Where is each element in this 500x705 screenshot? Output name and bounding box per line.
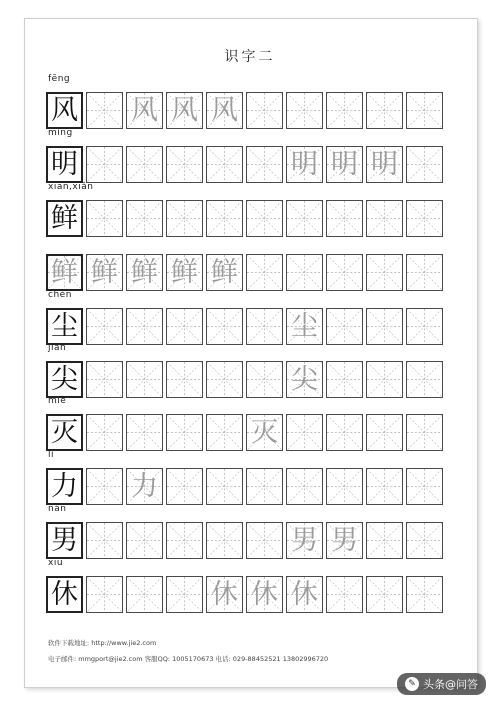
tracing-box bbox=[86, 308, 123, 345]
tracing-box bbox=[166, 522, 203, 559]
model-character-box bbox=[46, 146, 83, 183]
pinyin-label: lì bbox=[48, 450, 55, 460]
character-glyph: 风 bbox=[211, 95, 238, 126]
tracing-box bbox=[366, 361, 403, 398]
tracing-box bbox=[286, 146, 323, 183]
character-glyph bbox=[407, 469, 442, 504]
tracing-box bbox=[206, 414, 243, 451]
character-glyph bbox=[207, 415, 242, 450]
tracing-box bbox=[166, 254, 203, 291]
character-glyph: 灭 bbox=[51, 417, 78, 448]
character-glyph: 风 bbox=[51, 95, 78, 126]
character-glyph bbox=[247, 362, 282, 397]
model-character-box bbox=[46, 414, 83, 451]
character-glyph bbox=[87, 469, 122, 504]
tracing-box bbox=[286, 254, 323, 291]
character-glyph bbox=[127, 415, 162, 450]
tracing-box bbox=[206, 522, 243, 559]
practice-row bbox=[46, 414, 443, 451]
character-glyph bbox=[407, 415, 442, 450]
character-glyph bbox=[207, 523, 242, 558]
character-glyph bbox=[407, 362, 442, 397]
tracing-box bbox=[206, 576, 243, 613]
tracing-box bbox=[126, 576, 163, 613]
character-glyph bbox=[167, 201, 202, 236]
character-glyph bbox=[327, 201, 362, 236]
tracing-box bbox=[246, 361, 283, 398]
pinyin-label: xiū bbox=[48, 558, 64, 568]
character-glyph bbox=[127, 362, 162, 397]
practice-row bbox=[46, 361, 443, 398]
pinyin-label: miè bbox=[48, 396, 67, 406]
tracing-box bbox=[246, 522, 283, 559]
character-glyph bbox=[407, 255, 442, 290]
tracing-box bbox=[406, 254, 443, 291]
character-glyph bbox=[407, 147, 442, 182]
tracing-box bbox=[406, 522, 443, 559]
tracing-box bbox=[406, 468, 443, 505]
character-glyph: 鲜 bbox=[51, 203, 78, 234]
character-glyph bbox=[327, 93, 362, 128]
character-glyph bbox=[327, 577, 362, 612]
character-glyph bbox=[167, 469, 202, 504]
model-character-box bbox=[46, 200, 83, 237]
character-glyph bbox=[407, 93, 442, 128]
tracing-box bbox=[406, 361, 443, 398]
character-glyph bbox=[407, 309, 442, 344]
tracing-box bbox=[406, 414, 443, 451]
tracing-box bbox=[126, 361, 163, 398]
tracing-box bbox=[366, 254, 403, 291]
character-glyph bbox=[207, 362, 242, 397]
character-glyph bbox=[247, 255, 282, 290]
tracing-box bbox=[406, 92, 443, 129]
tracing-box bbox=[326, 414, 363, 451]
model-character-box bbox=[46, 254, 83, 291]
character-glyph: 明 bbox=[291, 149, 318, 180]
tracing-box bbox=[246, 146, 283, 183]
character-glyph bbox=[167, 577, 202, 612]
character-glyph bbox=[87, 362, 122, 397]
character-glyph bbox=[87, 93, 122, 128]
tracing-box bbox=[366, 92, 403, 129]
character-glyph: 男 bbox=[51, 525, 78, 556]
character-glyph bbox=[287, 255, 322, 290]
character-glyph bbox=[367, 469, 402, 504]
pinyin-label: nán bbox=[48, 504, 67, 514]
tracing-box bbox=[126, 414, 163, 451]
tracing-box bbox=[246, 200, 283, 237]
tracing-box bbox=[86, 468, 123, 505]
model-character-box bbox=[46, 308, 83, 345]
tracing-box bbox=[246, 576, 283, 613]
character-glyph: 鲜 bbox=[51, 257, 78, 288]
tracing-box bbox=[206, 308, 243, 345]
practice-row bbox=[46, 576, 443, 613]
character-glyph: 力 bbox=[131, 471, 158, 502]
character-glyph bbox=[327, 255, 362, 290]
pinyin-label: jiān bbox=[48, 343, 67, 353]
character-glyph bbox=[167, 309, 202, 344]
tracing-box bbox=[166, 308, 203, 345]
character-glyph bbox=[87, 415, 122, 450]
character-glyph bbox=[367, 362, 402, 397]
character-glyph: 尘 bbox=[51, 311, 78, 342]
character-glyph bbox=[247, 201, 282, 236]
character-glyph: 鲜 bbox=[171, 257, 198, 288]
character-glyph bbox=[367, 523, 402, 558]
practice-row bbox=[46, 200, 443, 237]
tracing-box bbox=[366, 522, 403, 559]
character-glyph: 力 bbox=[51, 471, 78, 502]
character-glyph bbox=[87, 309, 122, 344]
tracing-box bbox=[326, 92, 363, 129]
tracing-box bbox=[126, 200, 163, 237]
character-glyph bbox=[167, 147, 202, 182]
character-glyph bbox=[167, 362, 202, 397]
tracing-box bbox=[286, 468, 323, 505]
character-glyph bbox=[127, 577, 162, 612]
tracing-box bbox=[126, 308, 163, 345]
pinyin-label: fēng bbox=[48, 74, 71, 84]
watermark-logo-icon: ✎ bbox=[405, 677, 419, 691]
tracing-box bbox=[366, 308, 403, 345]
character-glyph: 鲜 bbox=[131, 257, 158, 288]
character-glyph: 风 bbox=[131, 95, 158, 126]
tracing-box bbox=[86, 576, 123, 613]
watermark-badge bbox=[397, 673, 486, 695]
character-glyph: 男 bbox=[291, 525, 318, 556]
character-glyph bbox=[287, 415, 322, 450]
character-glyph: 尖 bbox=[51, 364, 78, 395]
tracing-box bbox=[246, 468, 283, 505]
tracing-box bbox=[206, 92, 243, 129]
tracing-box bbox=[286, 308, 323, 345]
tracing-box bbox=[246, 308, 283, 345]
character-glyph: 尘 bbox=[291, 311, 318, 342]
character-glyph bbox=[247, 309, 282, 344]
tracing-box bbox=[366, 146, 403, 183]
tracing-box bbox=[86, 414, 123, 451]
tracing-box bbox=[126, 254, 163, 291]
character-glyph bbox=[367, 255, 402, 290]
tracing-box bbox=[326, 308, 363, 345]
footer-contact-line: 电子邮件: mmgport@jie2.com 客服QQ: 1005170673 电话: 029-88452521 13802996720 bbox=[48, 655, 329, 663]
character-glyph bbox=[127, 523, 162, 558]
character-glyph bbox=[367, 577, 402, 612]
practice-row bbox=[46, 468, 443, 505]
tracing-box bbox=[86, 92, 123, 129]
character-glyph bbox=[207, 309, 242, 344]
character-glyph bbox=[407, 523, 442, 558]
tracing-box bbox=[166, 576, 203, 613]
practice-row bbox=[46, 308, 443, 345]
character-glyph bbox=[87, 201, 122, 236]
tracing-box bbox=[326, 254, 363, 291]
tracing-box bbox=[326, 522, 363, 559]
character-glyph bbox=[327, 362, 362, 397]
tracing-box bbox=[206, 361, 243, 398]
tracing-box bbox=[86, 522, 123, 559]
model-character-box bbox=[46, 468, 83, 505]
character-glyph: 鲜 bbox=[211, 257, 238, 288]
footer-download-line: 软件下载地址: http://www.jie2.com bbox=[48, 639, 157, 647]
practice-row bbox=[46, 254, 443, 291]
character-glyph bbox=[207, 469, 242, 504]
practice-row bbox=[46, 146, 443, 183]
character-glyph bbox=[407, 577, 442, 612]
character-glyph bbox=[247, 469, 282, 504]
pinyin-label: xiān,xiǎn bbox=[48, 182, 94, 192]
practice-row bbox=[46, 92, 443, 129]
tracing-box bbox=[86, 146, 123, 183]
character-glyph bbox=[87, 147, 122, 182]
page-title: 识字二 bbox=[224, 49, 276, 65]
tracing-box bbox=[166, 146, 203, 183]
character-glyph: 休 bbox=[51, 579, 78, 610]
model-character-box bbox=[46, 576, 83, 613]
practice-row bbox=[46, 522, 443, 559]
watermark-text: 头条@问答 bbox=[423, 678, 478, 691]
character-glyph: 休 bbox=[211, 579, 238, 610]
tracing-box bbox=[126, 146, 163, 183]
character-glyph: 风 bbox=[171, 95, 198, 126]
character-glyph bbox=[367, 201, 402, 236]
tracing-box bbox=[206, 468, 243, 505]
tracing-box bbox=[286, 414, 323, 451]
character-glyph bbox=[87, 577, 122, 612]
character-glyph: 明 bbox=[51, 149, 78, 180]
tracing-box bbox=[166, 468, 203, 505]
tracing-box bbox=[166, 414, 203, 451]
tracing-box bbox=[326, 361, 363, 398]
tracing-box bbox=[366, 414, 403, 451]
character-glyph: 尖 bbox=[291, 364, 318, 395]
pinyin-label: míng bbox=[48, 128, 73, 138]
character-glyph bbox=[287, 469, 322, 504]
tracing-box bbox=[326, 146, 363, 183]
tracing-box bbox=[326, 576, 363, 613]
character-glyph bbox=[367, 309, 402, 344]
tracing-box bbox=[286, 576, 323, 613]
tracing-box bbox=[86, 200, 123, 237]
character-glyph bbox=[127, 147, 162, 182]
model-character-box bbox=[46, 361, 83, 398]
character-glyph: 明 bbox=[371, 149, 398, 180]
character-glyph: 明 bbox=[331, 149, 358, 180]
character-glyph bbox=[247, 523, 282, 558]
character-glyph bbox=[167, 523, 202, 558]
character-glyph bbox=[367, 415, 402, 450]
tracing-box bbox=[406, 576, 443, 613]
character-glyph bbox=[87, 523, 122, 558]
character-glyph bbox=[207, 201, 242, 236]
model-character-box bbox=[46, 92, 83, 129]
character-glyph bbox=[287, 201, 322, 236]
model-character-box bbox=[46, 522, 83, 559]
tracing-box bbox=[126, 468, 163, 505]
character-glyph bbox=[247, 147, 282, 182]
tracing-box bbox=[246, 92, 283, 129]
character-glyph bbox=[207, 147, 242, 182]
tracing-box bbox=[246, 254, 283, 291]
tracing-box bbox=[86, 254, 123, 291]
tracing-box bbox=[166, 92, 203, 129]
tracing-box bbox=[206, 254, 243, 291]
tracing-box bbox=[326, 468, 363, 505]
character-glyph bbox=[287, 93, 322, 128]
character-glyph bbox=[247, 93, 282, 128]
tracing-box bbox=[366, 200, 403, 237]
tracing-box bbox=[326, 200, 363, 237]
tracing-box bbox=[406, 146, 443, 183]
tracing-box bbox=[166, 200, 203, 237]
tracing-box bbox=[206, 146, 243, 183]
character-glyph bbox=[327, 469, 362, 504]
character-glyph: 休 bbox=[291, 579, 318, 610]
tracing-box bbox=[166, 361, 203, 398]
tracing-box bbox=[286, 522, 323, 559]
character-glyph: 休 bbox=[251, 579, 278, 610]
tracing-box bbox=[286, 200, 323, 237]
character-glyph: 男 bbox=[331, 525, 358, 556]
tracing-box bbox=[366, 576, 403, 613]
tracing-box bbox=[126, 522, 163, 559]
character-glyph bbox=[367, 93, 402, 128]
tracing-box bbox=[86, 361, 123, 398]
tracing-box bbox=[246, 414, 283, 451]
character-glyph bbox=[327, 415, 362, 450]
tracing-box bbox=[366, 468, 403, 505]
character-glyph bbox=[327, 309, 362, 344]
character-glyph bbox=[127, 309, 162, 344]
pinyin-label: chén bbox=[48, 290, 72, 300]
tracing-box bbox=[206, 200, 243, 237]
tracing-box bbox=[126, 92, 163, 129]
tracing-box bbox=[286, 92, 323, 129]
character-glyph bbox=[127, 201, 162, 236]
tracing-box bbox=[286, 361, 323, 398]
character-glyph bbox=[167, 415, 202, 450]
character-glyph bbox=[407, 201, 442, 236]
character-glyph: 灭 bbox=[251, 417, 278, 448]
tracing-box bbox=[406, 308, 443, 345]
tracing-box bbox=[406, 200, 443, 237]
character-glyph: 鲜 bbox=[91, 257, 118, 288]
